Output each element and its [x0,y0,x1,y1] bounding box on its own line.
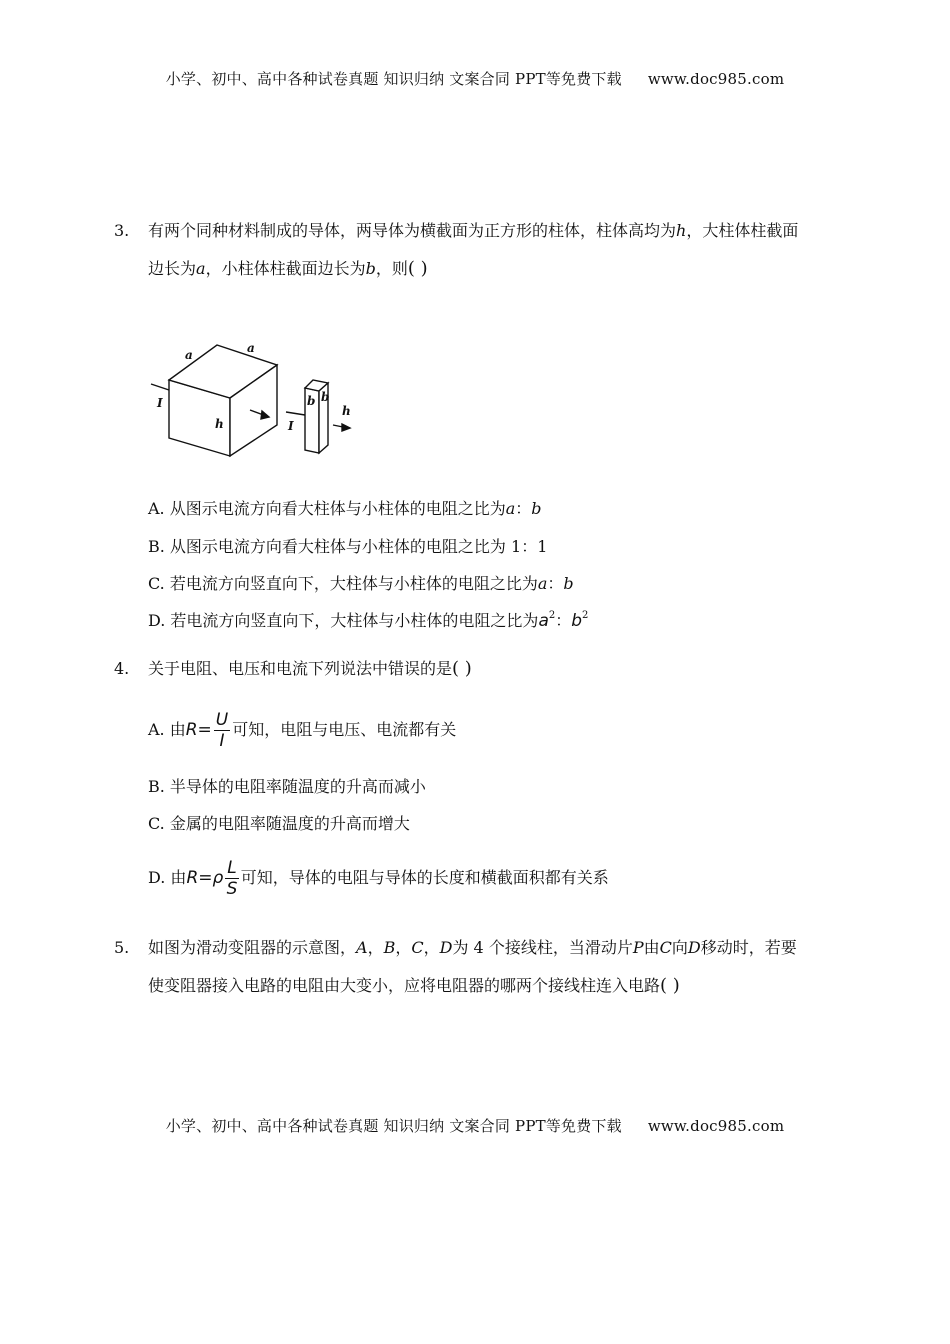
question-4 [114,650,844,688]
q4-option-d[interactable]: D. 由R=ρ $\frac{L}{S}$ 可知，导体的电阻与导体的长度和横截面积都有关系 [148,858,609,899]
q3-option-c[interactable]: C. 若电流方向竖直向下，大柱体与小柱体的电阻之比为a：b [148,574,574,593]
label-a-right: a [247,341,255,355]
question-number: 5. [114,938,130,957]
question-stem-line2: 边长为a，小柱体柱截面边长为b，则( ) [148,258,428,279]
question-stem-line2: 使变阻器接入电路的电阻由大变小，应将电阻器的哪两个接线柱连入电路( ) [148,975,680,996]
label-b-side: b [321,390,330,404]
label-a-left: a [185,348,193,362]
fraction-u-over-i: $\frac{U}{I}$ [215,710,229,751]
q3-option-a[interactable]: A. 从图示电流方向看大柱体与小柱体的电阻之比为a：b [148,499,542,518]
question-stem-line1: 有两个同种材料制成的导体，两导体为横截面为正方形的柱体，柱体高均为h，大柱体柱截面 [148,221,799,240]
q4-option-c[interactable]: C. 金属的电阻率随温度的升高而增大 [148,814,410,833]
header-text: 小学、初中、高中各种试卷真题 知识归纳 文案合同 PPT等免费下载 [165,70,622,88]
label-I-small: I [288,419,294,433]
page-footer [0,1115,950,1136]
q4-option-b[interactable]: B. 半导体的电阻率随温度的升高而减小 [148,777,426,796]
current-line-small-in [286,412,305,415]
current-line-big-in [151,384,169,390]
conductor-figure [145,335,365,465]
arrowhead-small [342,424,350,431]
page-header [0,68,950,89]
question-5 [114,929,844,1005]
question-3 [114,212,844,288]
label-b-front: b [307,394,316,408]
footer-text: 小学、初中、高中各种试卷真题 知识归纳 文案合同 PPT等免费下载 [165,1117,622,1135]
header-url[interactable]: www.doc985.com [647,70,785,88]
label-h-big: h [215,417,224,431]
question-number: 4. [114,659,130,678]
q4-option-a[interactable]: A. 由R= $\frac{U}{I}$ 可知，电阻与电压、电流都有关 [148,710,457,751]
q3-option-b[interactable]: B. 从图示电流方向看大柱体与小柱体的电阻之比为 1：1 [148,537,548,556]
label-I-big: I [157,396,163,410]
label-h-small: h [342,404,351,418]
question-stem-line1: 如图为滑动变阻器的示意图，A，B，C，D为 4 个接线柱，当滑动片P由C向D移动时，若要 [148,938,797,957]
q3-option-d[interactable]: D. 若电流方向竖直向下，大柱体与小柱体的电阻之比为$a^2$：$b^2$ [148,610,589,631]
question-stem: 关于电阻、电压和电流下列说法中错误的是( ) [148,658,472,679]
question-number: 3. [114,221,130,240]
fraction-l-over-s: $\frac{L}{S}$ [226,858,238,899]
footer-url[interactable]: www.doc985.com [647,1117,785,1135]
